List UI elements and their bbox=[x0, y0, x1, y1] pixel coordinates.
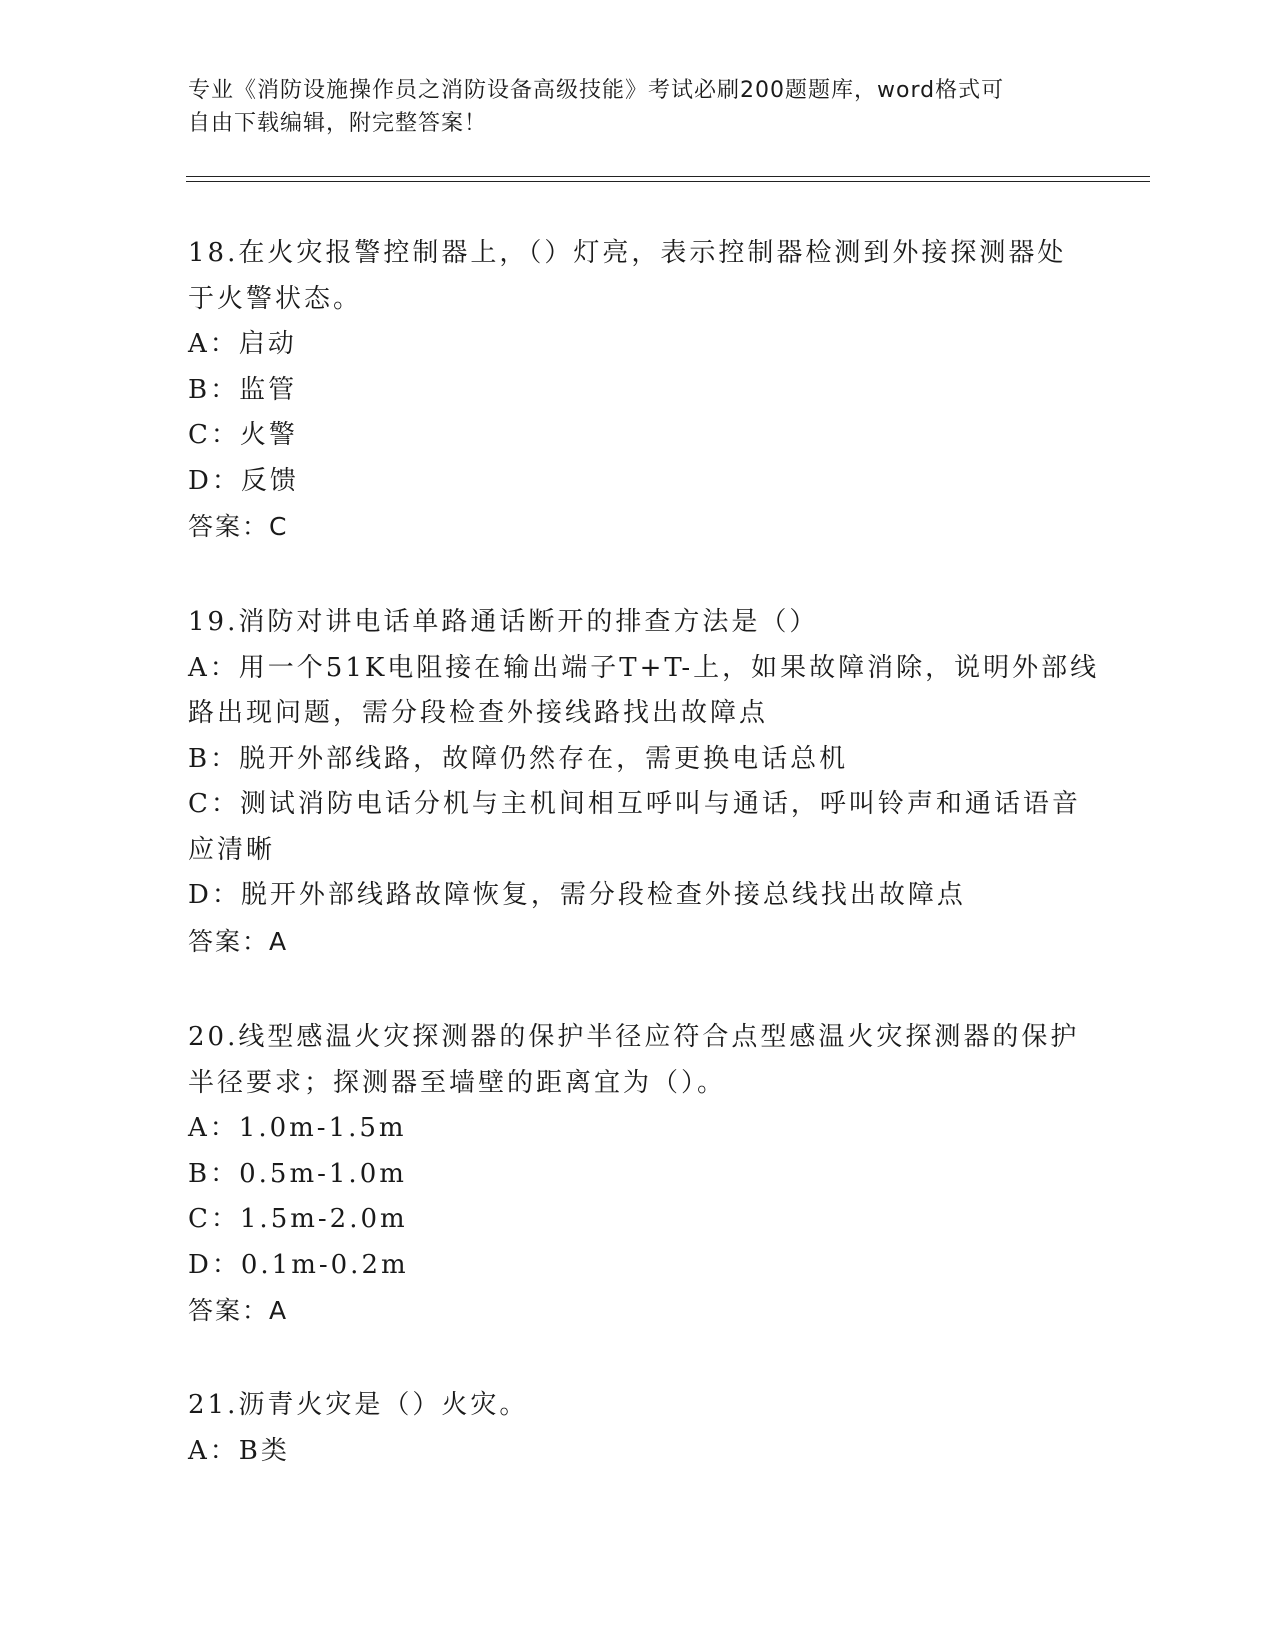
question-stem-cont: 半径要求；探测器至墙壁的距离宜为（）。 bbox=[188, 1067, 727, 1098]
question-stem: 20.线型感温火灾探测器的保护半径应符合点型感温火灾探测器的保护 bbox=[188, 1022, 1080, 1052]
option-b: B：脱开外部线路，故障仍然存在，需更换电话总机 bbox=[188, 743, 849, 774]
document-header bbox=[188, 74, 1068, 140]
question-stem: 19.消防对讲电话单路通话断开的排查方法是（） bbox=[188, 607, 819, 637]
answer: 答案：C bbox=[188, 512, 289, 541]
option-a: A：1.0m-1.5m bbox=[188, 1113, 407, 1143]
question-stem: 21.沥青火灾是（）火灾。 bbox=[188, 1390, 529, 1420]
answer: 答案：A bbox=[188, 926, 289, 956]
option-a: A：启动 bbox=[188, 329, 297, 359]
answer: 答案：A bbox=[188, 1296, 289, 1325]
header-line-1: 专业《消防设施操作员之消防设备高级技能》考试必刷200题题库，word格式可 bbox=[188, 78, 1005, 103]
question-20 bbox=[188, 1015, 1088, 1334]
question-19 bbox=[188, 600, 1100, 964]
option-a: A：B类 bbox=[188, 1435, 290, 1466]
question-stem-cont: 于火警状态。 bbox=[188, 283, 363, 314]
header-divider-top bbox=[186, 176, 1150, 177]
option-a-cont: 路出现问题，需分段检查外接线路找出故障点 bbox=[188, 698, 769, 728]
option-b: B：监管 bbox=[188, 374, 298, 405]
option-d: D：脱开外部线路故障恢复，需分段检查外接总线找出故障点 bbox=[188, 880, 966, 910]
header-line-2: 自由下载编辑，附完整答案！ bbox=[188, 111, 488, 136]
option-d: D：反馈 bbox=[188, 465, 299, 496]
header-divider-bottom bbox=[186, 181, 1150, 182]
option-a: A：用一个51K电阻接在输出端子T+T-上，如果故障消除，说明外部线 bbox=[188, 652, 1100, 683]
option-d: D：0.1m-0.2m bbox=[188, 1249, 409, 1280]
option-c: C：1.5m-2.0m bbox=[188, 1204, 408, 1234]
option-c: C：测试消防电话分机与主机间相互呼叫与通话，呼叫铃声和通话语音 bbox=[188, 789, 1081, 819]
option-c-cont: 应清晰 bbox=[188, 834, 276, 865]
question-stem: 18.在火灾报警控制器上，（）灯亮，表示控制器检测到外接探测器处 bbox=[188, 238, 1067, 268]
option-c: C：火警 bbox=[188, 420, 298, 450]
question-18 bbox=[188, 231, 1088, 550]
question-21 bbox=[188, 1383, 1088, 1474]
option-b: B：0.5m-1.0m bbox=[188, 1158, 407, 1189]
